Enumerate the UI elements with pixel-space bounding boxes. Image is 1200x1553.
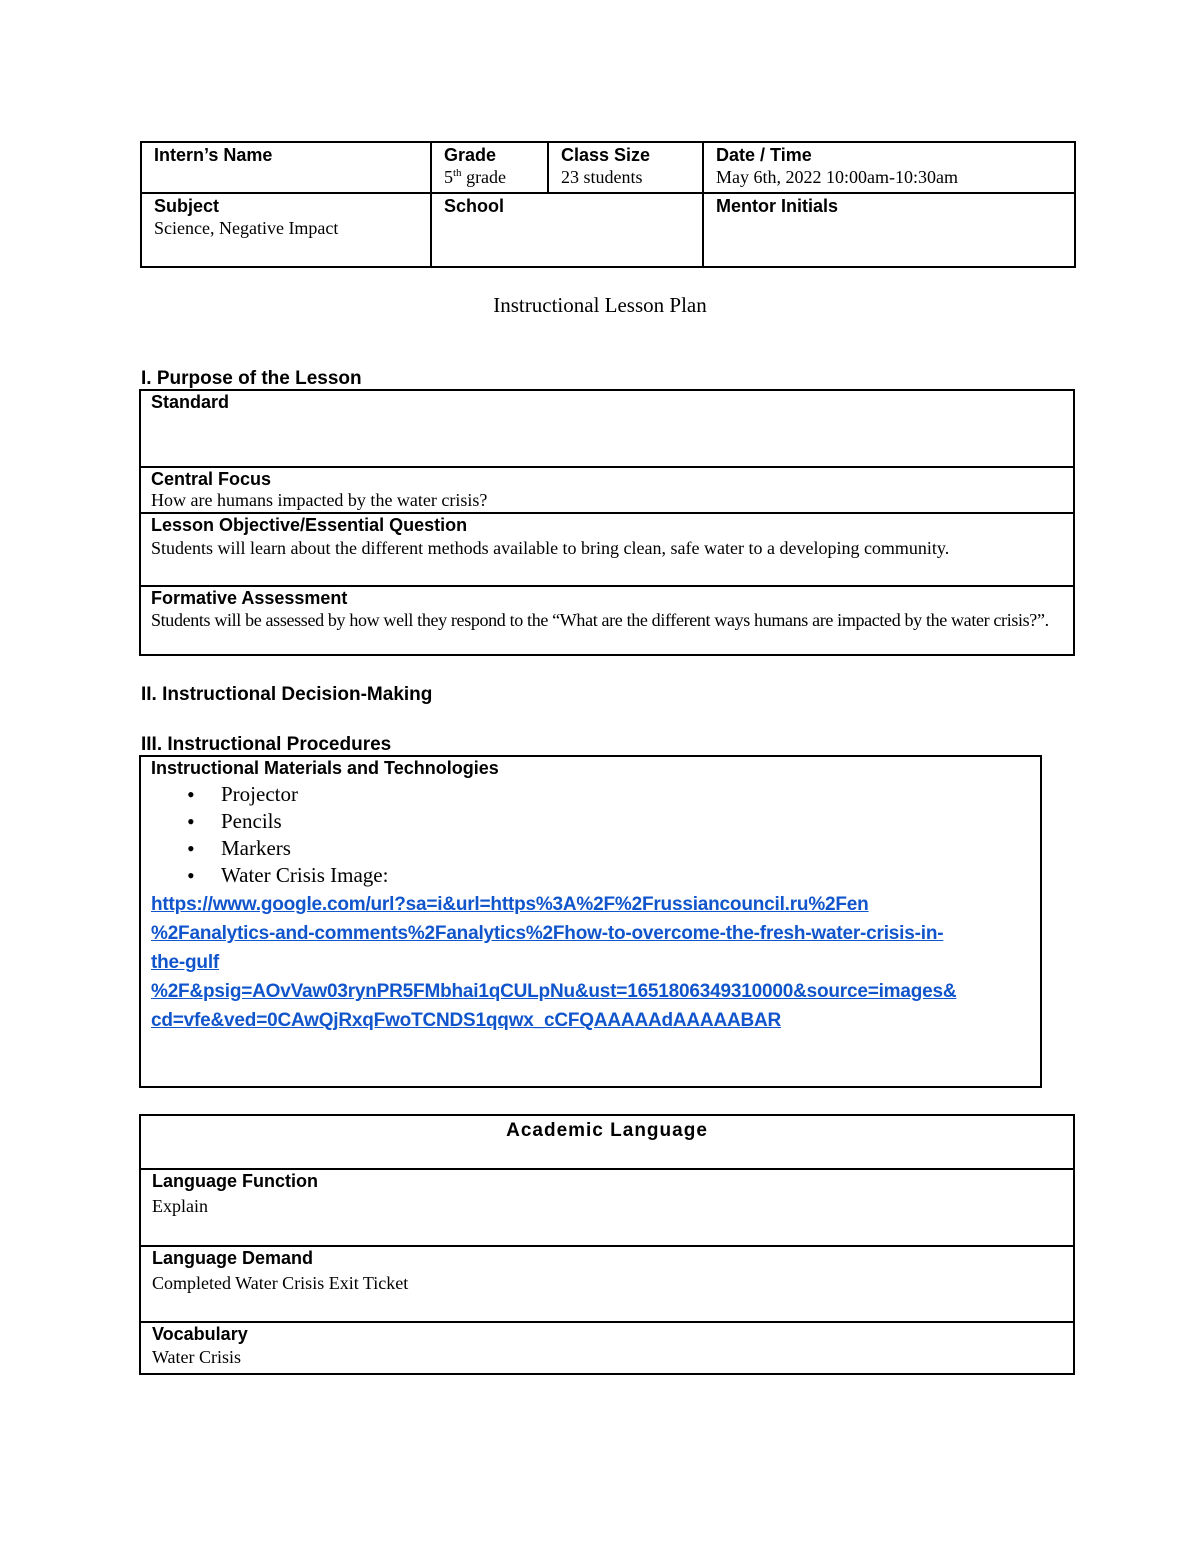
- class-size-label: Class Size: [561, 145, 651, 165]
- formative-assessment-cell[interactable]: [140, 586, 1074, 655]
- lesson-objective-cell[interactable]: [140, 513, 1074, 586]
- language-function-value: Explain: [152, 1196, 208, 1216]
- list-item: • Markers: [187, 836, 291, 861]
- lesson-objective-label: Lesson Objective/Essential Question: [151, 515, 468, 535]
- bullet-icon: •: [187, 809, 195, 834]
- grade-value: 5th grade: [444, 167, 507, 187]
- date-time-value: May 6th, 2022 10:00am-10:30am: [716, 167, 958, 187]
- subject-label: Subject: [154, 196, 220, 216]
- academic-language-header-cell: [140, 1115, 1074, 1169]
- formative-assessment-label: Formative Assessment: [151, 588, 348, 608]
- purpose-heading: I. Purpose of the Lesson: [141, 368, 362, 389]
- materials-label: Instructional Materials and Technologies: [151, 758, 499, 778]
- central-focus-value: How are humans impacted by the water crisis?: [151, 490, 488, 510]
- class-size-value: 23 students: [561, 167, 643, 187]
- central-focus-label: Central Focus: [151, 469, 272, 489]
- procedures-heading: III. Instructional Procedures: [141, 734, 392, 755]
- language-demand-cell[interactable]: [140, 1246, 1074, 1322]
- grade-label: Grade: [444, 145, 497, 165]
- date-time-label: Date / Time: [716, 145, 812, 165]
- lesson-info-table: [140, 141, 1076, 268]
- formative-assessment-value: Students will be assessed by how well they respond to the “What are the different ways humans are impacted by the water crisis?”.: [151, 610, 1049, 630]
- intern-name-label: Intern’s Name: [154, 145, 273, 165]
- water-crisis-image-link[interactable]: https://www.google.com/url?sa=i&url=https%3A%2F%2Frussiancouncil.ru%2Fen %2Fanalytics-and-comments%2Fanalytics%2Fhow-to-overcome-the-fresh-water-crisis-in- the-gulf %2F&psig=AOvVaw03rynPR5FMbhai1qCULpNu&ust=1651806349310000&source=images& cd=vfe&ved=0CAwQjRxqFwoTCNDS1qqwx_cCFQAAAAAdAAAAABAR: [151, 894, 957, 1031]
- vocabulary-cell[interactable]: [140, 1322, 1074, 1374]
- date-time-cell[interactable]: [703, 142, 1075, 193]
- bullet-icon: •: [187, 863, 195, 888]
- language-demand-label: Language Demand: [152, 1248, 314, 1268]
- central-focus-cell[interactable]: [140, 467, 1074, 513]
- materials-box: [139, 755, 1042, 1088]
- page-title: Instructional Lesson Plan: [493, 293, 707, 317]
- academic-language-table: [139, 1114, 1075, 1375]
- standard-label: Standard: [151, 392, 230, 412]
- academic-language-heading: Academic Language: [506, 1120, 708, 1141]
- decision-making-heading: II. Instructional Decision-Making: [141, 684, 433, 705]
- vocabulary-label: Vocabulary: [152, 1324, 248, 1344]
- standard-cell[interactable]: [140, 390, 1074, 467]
- language-function-cell[interactable]: [140, 1169, 1074, 1246]
- bullet-icon: •: [187, 836, 195, 861]
- class-size-cell[interactable]: [548, 142, 703, 193]
- intern-name-cell[interactable]: [141, 142, 431, 193]
- list-item: • Pencils: [187, 809, 282, 834]
- list-item: • Water Crisis Image:: [187, 863, 389, 888]
- materials-list: [151, 781, 1030, 889]
- mentor-initials-cell[interactable]: [703, 193, 1075, 267]
- mentor-initials-label: Mentor Initials: [716, 196, 839, 216]
- list-item: • Projector: [187, 782, 298, 807]
- purpose-table: [139, 389, 1075, 656]
- subject-value: Science, Negative Impact: [154, 218, 339, 238]
- lesson-objective-value: Students will learn about the different methods available to bring clean, safe water to a developing community.: [151, 538, 950, 558]
- vocabulary-value: Water Crisis: [152, 1347, 242, 1367]
- grade-cell[interactable]: [431, 142, 548, 193]
- bullet-icon: •: [187, 782, 195, 807]
- subject-cell[interactable]: [141, 193, 431, 267]
- language-demand-value: Completed Water Crisis Exit Ticket: [152, 1273, 409, 1293]
- language-function-label: Language Function: [152, 1171, 318, 1191]
- school-label: School: [444, 196, 505, 216]
- school-cell[interactable]: [431, 193, 703, 267]
